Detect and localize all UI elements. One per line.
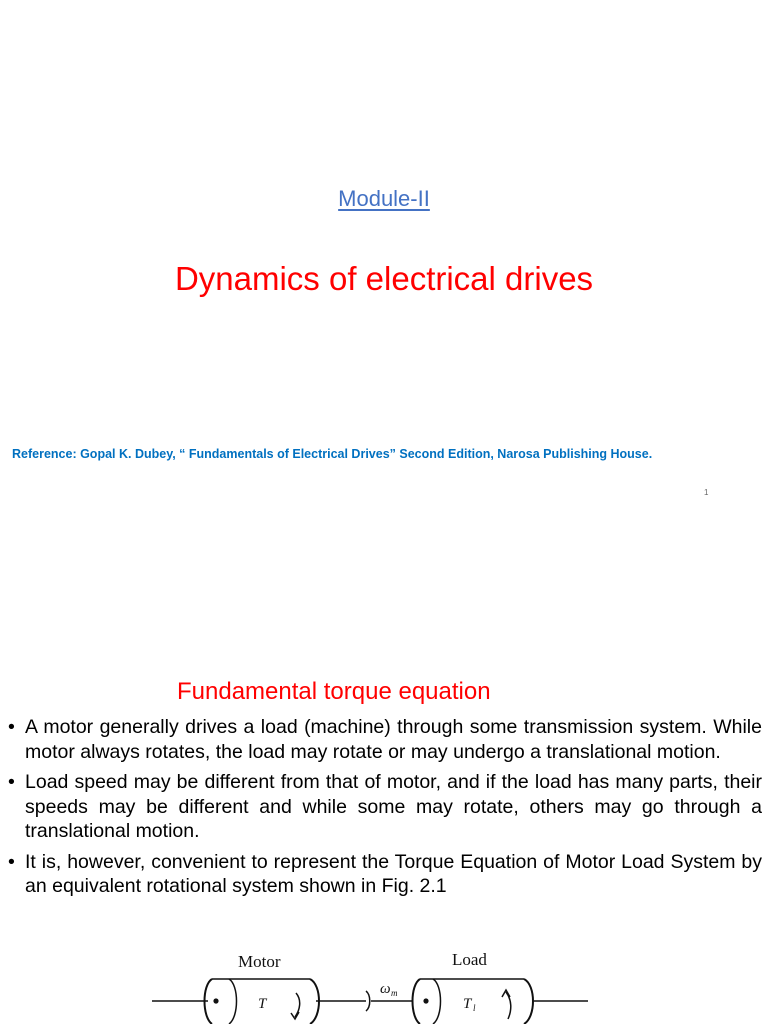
bullet-list <box>8 715 762 905</box>
bullet-text: A motor generally drives a load (machine) through some transmission system. While motor always rotates, the load may rotate or may undergo a translational motion. <box>25 716 762 763</box>
section-title: Fundamental torque equation <box>177 678 491 705</box>
load-label: Load <box>452 950 487 969</box>
bullet-item <box>8 715 762 764</box>
load-torque-arrowhead <box>502 990 510 997</box>
bullet-text: It is, however, convenient to represent the Torque Equation of Motor Load System by an equivalent rotational system shown in Fig. 2.1 <box>25 850 762 897</box>
speed-symbol: ω <box>380 981 391 997</box>
coupling-bracket <box>366 991 370 1011</box>
motor-load-diagram <box>150 945 590 1024</box>
bullet-icon: • <box>8 716 15 738</box>
motor-label: Motor <box>238 952 281 971</box>
bullet-text: Load speed may be different from that of motor, and if the load has many parts, their speeds may be different and while some may rotate, others may go through a translational motion. <box>25 771 762 842</box>
load-torque-subscript: l <box>473 1003 476 1013</box>
reference-text: Reference: Gopal K. Dubey, “ Fundamentals of Electrical Drives” Second Edition, Narosa Publishing House. <box>12 447 653 461</box>
slide-title: Dynamics of electrical drives <box>174 260 594 297</box>
bullet-icon: • <box>8 771 15 793</box>
speed-subscript: m <box>391 988 398 998</box>
motor-torque-arrowhead <box>291 1012 299 1019</box>
motor-torque-symbol: T <box>258 996 267 1012</box>
bullet-item <box>8 770 762 844</box>
module-heading: Module-II <box>338 186 430 211</box>
page-number: 1 <box>704 488 709 497</box>
load-torque-symbol: T <box>463 996 472 1012</box>
load-inertia <box>413 979 534 1024</box>
bullet-icon: • <box>8 850 15 873</box>
bullet-item <box>8 850 762 899</box>
